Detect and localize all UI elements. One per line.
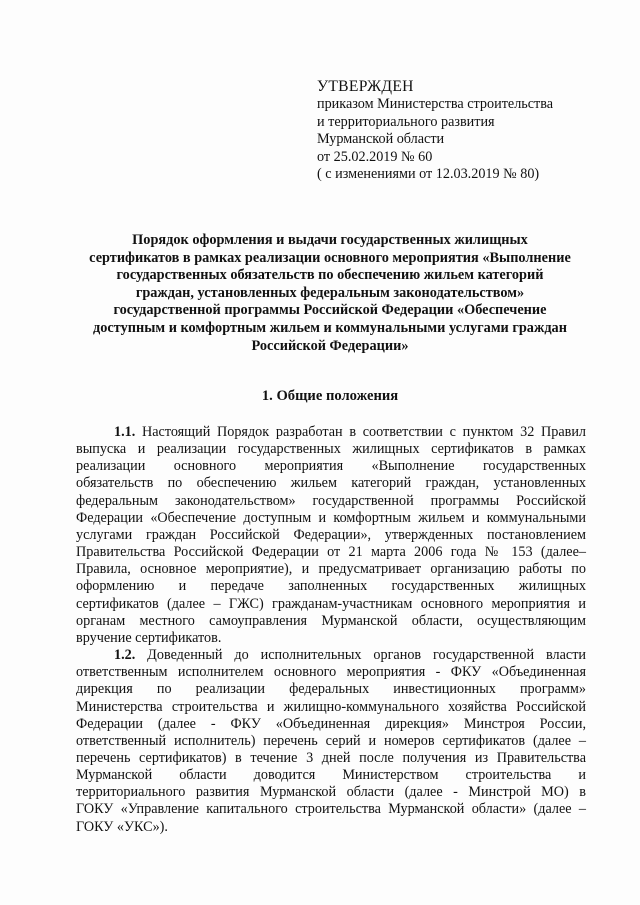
- paragraph-line: реализации основного мероприятия «Выполнение государственных: [76, 458, 586, 475]
- paragraph-line: [76, 424, 586, 441]
- approval-amendment-note: ( с изменениями от 12.03.2019 № 80): [317, 166, 540, 183]
- paragraph-line: оформлению и передаче заполненных государственных жилищных: [76, 578, 586, 595]
- title-line: Российской Федерации»: [251, 337, 409, 354]
- paragraph-line: Мурманской области доводится Министерством строительства и: [76, 767, 586, 784]
- title-line: государственных обязательств по обеспечению жильем категорий: [116, 267, 544, 284]
- paragraph-number: 1.2.: [114, 647, 136, 664]
- paragraph-text: Доведенный до исполнительных органов государственной власти: [135, 647, 586, 664]
- title-line: сертификатов в рамках реализации основного мероприятия «Выполнение: [89, 249, 571, 266]
- title-line: государственной программы Российской Федерации «Обеспечение: [113, 302, 547, 319]
- paragraph-1-1: [76, 424, 586, 647]
- paragraph-line: Правила, основное мероприятие), и предусматривает организацию работы по: [76, 561, 586, 578]
- paragraph-line: Федерации «Обеспечение доступным и комфортным жильем и коммунальными: [76, 509, 586, 526]
- approval-line: и территориального развития: [317, 113, 495, 130]
- paragraph-1-2: [76, 647, 586, 836]
- paragraph-line: услугами граждан Российской Федерации», утвержденных постановлением: [76, 526, 586, 543]
- paragraph-line: дирекция по реализации федеральных инвестиционных программ»: [76, 681, 586, 698]
- paragraph-line: территориального развития Мурманской области (далее - Минстрой МО) в: [76, 784, 586, 801]
- title-line: доступным и комфортным жильем и коммунальными услугами граждан: [93, 319, 567, 336]
- paragraph-line: перечень сертификатов) в течение 3 дней после получения из Правительства: [76, 749, 586, 766]
- section-heading: 1. Общие положения: [261, 388, 399, 404]
- paragraph-line: вручение сертификатов.: [76, 629, 222, 646]
- approval-line: Мурманской области: [317, 131, 445, 148]
- paragraph-line: ответственным исполнителем основного мероприятия - ФКУ «Объединенная: [76, 664, 586, 681]
- paragraph-line: Министерства строительства и жилищно-коммунального хозяйства Российской: [76, 698, 586, 715]
- approval-stamp-block: [317, 78, 617, 183]
- paragraph-line: ГОКУ «Управление капитального строительства Мурманской области» (далее –: [76, 801, 586, 818]
- paragraph-line: Правительства Российской Федерации от 21 марта 2006 года № 153 (далее–: [76, 544, 586, 561]
- document-body: [76, 424, 586, 836]
- paragraph-line: сертификатов (далее – ГЖС) гражданам-участникам основного мероприятия и: [76, 595, 586, 612]
- paragraph-text: Настоящий Порядок разработан в соответствии с пунктом 32 Правил: [135, 424, 586, 440]
- title-line: Порядок оформления и выдачи государственных жилищных: [132, 232, 528, 248]
- paragraph-line: федеральным законодательством» государственной программы Российской: [76, 492, 586, 509]
- paragraph-line: выпуска и реализации государственных жилищных сертификатов в рамках: [76, 441, 586, 458]
- paragraph-line: ответственный исполнитель) перечень серий и номеров сертификатов (далее –: [76, 732, 586, 749]
- approval-line: приказом Министерства строительства: [317, 96, 554, 113]
- paragraph-number: 1.1.: [114, 424, 136, 440]
- approval-heading: УТВЕРЖДЕН: [317, 78, 414, 95]
- paragraph-line: органам местного самоуправления Мурманской области, осуществляющим: [76, 612, 586, 629]
- document-title: [70, 232, 590, 355]
- paragraph-line: ГОКУ «УКС»).: [76, 818, 168, 835]
- paragraph-line: [76, 647, 586, 664]
- paragraph-line: обязательств по обеспечению жильем категорий граждан, установленных: [76, 475, 586, 492]
- approval-order-date: от 25.02.2019 № 60: [317, 148, 433, 165]
- title-line: граждан, установленных федеральным законодательством»: [135, 284, 525, 301]
- paragraph-line: Федерации (далее - ФКУ «Объединенная дирекция» Минстроя России,: [76, 715, 586, 732]
